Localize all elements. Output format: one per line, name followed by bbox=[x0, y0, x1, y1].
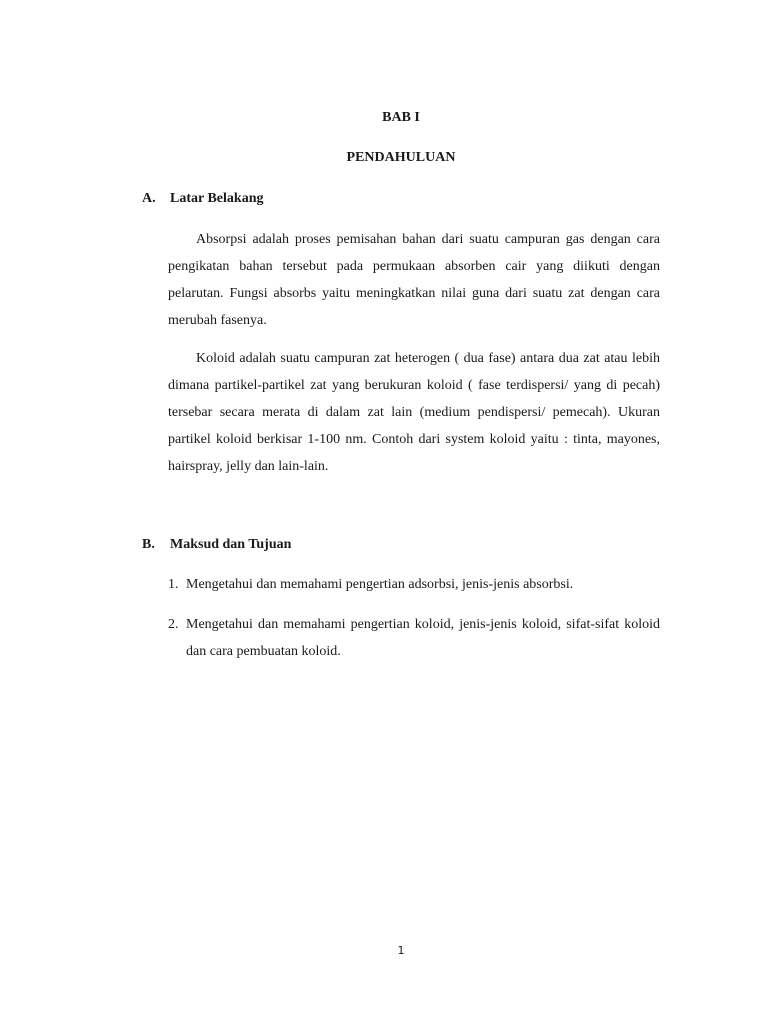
section-a-letter: A. bbox=[142, 191, 156, 206]
list-item-text: Mengetahui dan memahami pengertian adsorbsi, jenis-jenis absorbsi. bbox=[186, 577, 574, 592]
objective-list-item bbox=[168, 571, 660, 598]
list-item-text: Mengetahui dan memahami pengertian koloid, jenis-jenis koloid, sifat-sifat koloid dan cara pembuatan koloid. bbox=[186, 617, 660, 659]
chapter-number: BAB I bbox=[382, 110, 420, 125]
paragraph-koloid: Koloid adalah suatu campuran zat heterogen ( dua fase) antara dua zat atau lebih dimana partikel-partikel zat yang berukuran koloid ( fase terdispersi/ yang di pecah) tersebar secara merata di dalam zat lain (medium pendispersi/ pemecah). Ukuran partikel koloid berkisar 1-100 nm. Contoh dari system koloid yaitu : tinta, mayones, hairspray, jelly dan lain-lain. bbox=[168, 351, 660, 474]
chapter-title: PENDAHULUAN bbox=[346, 150, 456, 165]
list-item-number: 2. bbox=[168, 617, 179, 632]
paragraph-absorpsi: Absorpsi adalah proses pemisahan bahan dari suatu campuran gas dengan cara pengikatan bahan tersebut pada permukaan absorben cair yang diikuti dengan pelarutan. Fungsi absorbs yaitu meningkatkan nilai guna dari suatu zat dengan cara merubah fasenya. bbox=[168, 232, 660, 328]
section-b-title: Maksud dan Tujuan bbox=[170, 537, 292, 552]
section-b-heading bbox=[142, 537, 291, 553]
section-b-letter: B. bbox=[142, 537, 155, 552]
page-number: 1 bbox=[397, 944, 405, 957]
section-a-title: Latar Belakang bbox=[170, 191, 264, 206]
objective-list-item bbox=[168, 611, 660, 665]
section-a-heading bbox=[142, 191, 263, 207]
list-item-number: 1. bbox=[168, 577, 179, 592]
